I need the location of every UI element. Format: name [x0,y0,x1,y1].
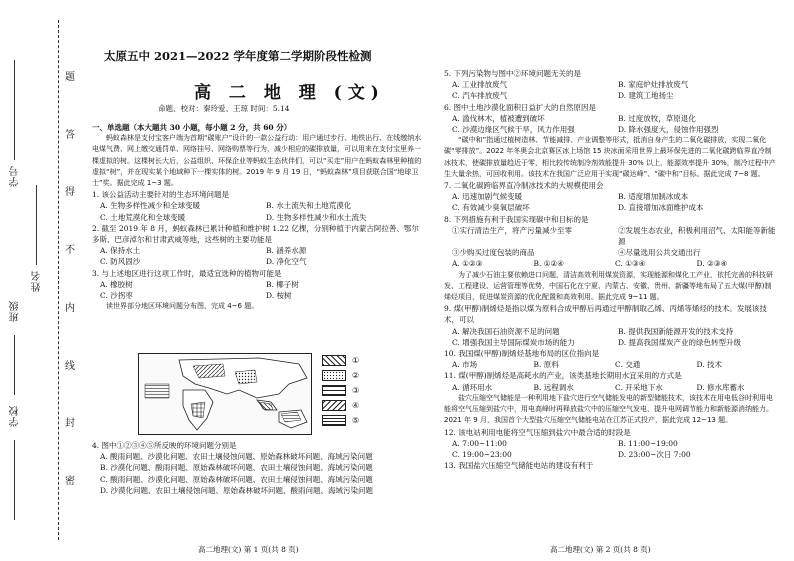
option[interactable]: A. 橡胶树 [100,279,133,289]
legend-item-1 [322,353,392,368]
legend-swatch [322,355,346,366]
question-8-stem: 8. 下列措施有利于我国实现碳中和目标的是 [444,214,589,224]
option[interactable]: B. 11:00~19:00 [618,438,678,448]
question-9-options [444,326,778,348]
statement-item: ①实行清洁生产，将产污量减少至零 [452,225,572,235]
name-field-line [36,185,37,265]
legend-item-3 [322,383,392,398]
option[interactable]: A. ①②③ [452,259,483,269]
legend-swatch [322,370,346,381]
question-11-options [444,382,778,393]
option[interactable]: C. ①③④ [615,259,646,269]
exam-meta: 命题、校对：秦玲爱、王琼 时间：5.14 [158,104,290,113]
page-1-content-bottom [92,440,426,496]
question-5-stem: 5. 下列污染物与图中②环境问题无关的是 [444,69,582,78]
world-map-figure [138,353,312,435]
legend-swatch [322,385,346,396]
question-10-stem: 10. 我国煤(甲醇)制烯烃基地布局的区位指向是 [444,349,600,359]
legend-label: ① [352,356,360,365]
passage-1: 蚂蚁森林是支付宝客户端为首期“碳账户”设计的一款公益行动：用户通过步行、地铁出行、在线缴纳水电煤气费、网上缴交通罚单、网络挂号、网络购票等行为，减少相应的碳排放量，可以用来在支付宝里养一棵虚拟的树。这棵树长大后，公益组织、环保企业等蚂蚁生态伙伴们，可以“买走”用户在蚂蚁森林里种植的虚拟“树”，并在现实某个地域种下一棵实体的树。2019 年 9 月 19 日，“蚂蚁森林”项目获联合国“地球卫士”奖。据此完成 1~3 题。 [92,134,422,188]
page-1-content-top [92,122,426,312]
passage-5: 盐穴压缩空气储能是一种利用地下盐穴进行空气储能发电的新型储能技术，该技术在用电低谷时利用电能将空气压缩到盐穴中，用电高峰时再释放盐穴中的压缩空气发电，提升电网调节能力和新能源消纳能力。2021 年 9 月，我国首个大型盐穴压缩空气储能电站在江苏正式投产，据此完成 12~13 题。 [444,393,773,425]
page-2-footer: 高二地理(文) 第 2 页(共 8 页) [550,545,651,554]
option[interactable]: B. 过度放牧，草原退化 [618,113,696,123]
map-legend [322,353,392,428]
option[interactable]: B. 椰子树 [266,279,299,289]
option[interactable]: D. 生物多样性减少和水土流失 [266,212,367,222]
legend-label: ③ [352,386,360,395]
option[interactable]: D. 桉树 [266,291,292,301]
legend-label: ⑤ [352,416,360,425]
option[interactable]: D. ②③④ [696,259,728,269]
passage-3: “碳中和”指通过植树造林、节能减排、产业调整等形式，抵消自身产生的二氧化碳排放，实现二氧化碳“零排放”。2022 年冬奥会北京赛区冰上场馆 15 块冰面采用世界上最环保先进的二氧化碳跨临界直冷制冰技术，使碳排放量趋近于零，相比较传统制冷剂效能提升 30% 以上，能源效率提升 30%，制冷过程中产生大量余热，可回收利用。该技术在我国广泛应用于实现“碳达峰”、“碳中和”目标。据此完成 7~8 题。 [444,136,776,178]
option[interactable]: A. 循环用水 [452,382,493,392]
option[interactable]: C. 汽车排放废气 [452,91,508,101]
cut-line-char: 内 [65,302,75,314]
question-6-options [444,113,778,135]
option[interactable]: C. 防风固沙 [100,257,141,267]
option[interactable]: A. 生物多样性减少和全球变暖 [100,201,201,211]
option[interactable]: A. 市场 [452,360,478,370]
cut-line-char: 封 [65,418,75,430]
page-2 [438,0,784,561]
question-8-items [444,225,778,259]
option[interactable]: B. 远程调水 [533,382,574,392]
option[interactable]: C. 开采地下水 [615,382,663,392]
question-5-options [444,79,778,101]
page-2-content [444,68,778,471]
statement-item: ③少购买过度包装的商品 [452,248,535,258]
name-label: 姓名 [32,270,43,292]
question-4-stem: 4. 图中①②③④⑤所反映的环境问题分别是 [92,441,237,450]
question-2-stem: 2. 截至 2019 年 8 月，蚂蚁森林已累计种植和维护树 1.22 亿棵，分别种植于内蒙古阿拉善、鄂尔多斯、巴彦淖尔和甘肃武威等地，这些树的主要功能是 [92,223,419,245]
question-9-stem: 9. 煤(甲醇)制烯烃是指以煤为原料合成甲醇后再通过甲醇制取乙烯、丙烯等烯烃的技术。发展该技术，可以 [444,304,767,325]
legend-item-2 [322,368,392,383]
cut-line-char: 密 [65,476,75,488]
question-6-stem: 6. 图中土地沙漠化面积日益扩大的自然原因是 [444,102,597,112]
option[interactable]: B. 水土流失和土地荒漠化 [266,201,352,211]
question-12-stem: 12. 该电站利用电能将空气压缩到盐穴中最合适的时段是 [444,427,631,437]
option[interactable]: C. 交通 [615,360,641,370]
option[interactable]: C. 有效减少臭氧层破坏 [452,203,530,213]
option[interactable]: D. 降水强度大，侵蚀作用强烈 [618,125,719,135]
question-1-options [92,200,426,222]
option[interactable]: A. 滥伐林木，植被遭到破坏 [452,113,545,123]
option[interactable]: C. 酸雨问题、沙漠化问题、原始森林破坏问题、农田土壤侵蚀问题、海域污染问题 [100,474,373,484]
option[interactable]: C. 增强我国主导国际煤炭市场的能力 [452,337,575,347]
question-8-options [444,258,778,269]
option[interactable]: B. 沙漠化问题、酸雨问题、原始森林破坏问题、农田土壤侵蚀问题、海域污染问题 [100,463,373,473]
option[interactable]: D. 技术 [696,360,723,370]
id-label: 学号 [10,165,21,187]
cut-line-char: 得 [65,187,75,199]
question-4-options [92,451,426,496]
option[interactable]: B. 涵养水源 [266,246,307,256]
class-label: 班级 [10,300,21,322]
option[interactable]: A. 解决我国石油资源不足的问题 [452,326,560,336]
question-3-stem: 3. 与上述地区进行这项工作时，最适宜选种的植物可能是 [92,268,282,278]
option[interactable]: B. 家庭炉灶排放废气 [618,80,689,90]
option[interactable]: D. 修水库蓄水 [696,382,745,392]
region-5 [281,412,301,422]
legend-swatch [322,400,346,411]
question-1-stem: 1. 该公益活动主要针对的生态环境问题是 [92,190,230,200]
question-11-stem: 11. 煤(甲醇)制烯烃是高耗水的产业，该类基地长期用水宜采用的方式是 [444,371,682,381]
option[interactable]: A. 7:00~11:00 [452,438,507,448]
page-1-footer: 高二地理(文) 第 1 页(共 8 页) [198,545,299,554]
region-1 [193,364,225,378]
question-10-options [444,359,778,370]
school-field-line [14,440,15,520]
cut-line-text [63,20,77,540]
cut-line-char: 线 [65,360,75,372]
binding-margin [0,0,86,561]
option[interactable]: D. 提高我国煤炭产业的绿色转型升级 [618,337,742,347]
legend-item-5 [322,413,392,428]
section-heading: 一、单选题（本大题共 30 小题，每小题 2 分，共 60 分） [92,123,292,132]
question-12-options [444,438,778,460]
option[interactable]: B. 适度增加制冰成本 [618,192,689,202]
option[interactable]: A. 保持水土 [100,246,141,256]
school-label: 学校 [10,405,21,427]
option[interactable]: C. 19:00~23:00 [452,449,512,459]
option[interactable]: D. 建筑工地扬尘 [618,91,674,101]
option[interactable]: B. 原料 [533,360,559,370]
class-field-line [14,335,15,395]
region-2 [235,370,257,384]
cut-line-char: 答 [65,129,75,141]
legend-swatch [322,415,346,426]
option[interactable]: D. 23:00~次日 7:00 [618,449,691,459]
option[interactable]: C. 沙漠边缘区气候干旱，风力作用强 [452,125,575,135]
passage-2: 读世界部分地区环境问题分布图，完成 4~6 题。 [106,302,259,311]
option[interactable]: C. 土地荒漠化和全球变暖 [100,212,186,222]
legend-item-4 [322,398,392,413]
option[interactable]: A. 工业排放废气 [452,80,508,90]
question-2-options [92,245,426,267]
option[interactable]: A. 迅速加剧气候变暖 [452,192,523,202]
region-3 [191,402,205,418]
option[interactable]: B. ①②④ [533,259,564,269]
question-13-stem: 13. 我国盐穴压缩空气储能电站的建设有利于 [444,461,594,471]
question-7-options [444,191,778,213]
statement-item: ④尽量选用公共交通出行 [618,248,701,258]
page-1 [86,0,432,561]
exam-subject: 高 二 地 理 (文) [194,83,385,103]
seal-line [58,20,59,540]
cut-line-char: 不 [65,245,75,257]
option[interactable]: B. 提供我国新能源开发的技术支持 [618,326,734,336]
option[interactable]: C. 沙拐枣 [100,291,133,301]
question-7-stem: 7. 二氧化碳跨临界直冷制冰技术的大规模使用会 [444,181,604,191]
world-map-svg [139,354,311,434]
legend-label: ② [352,371,360,380]
statement-item: ②发展生态农业，积极利用沼气、太阳能等新能源 [618,225,776,247]
option[interactable]: A. 酸雨问题、沙漠化问题、农田土壤侵蚀问题、原始森林破坏问题、海域污染问题 [100,452,373,462]
region-5-sea [145,384,169,398]
option[interactable]: D. 净化空气 [266,257,307,267]
passage-4: 为了减少石油主要依赖进口问题，清洁高效利用煤炭资源，实现能源和煤化工产业，依托完善的科技研发、工程建设、运营管理等优势，中国石化在宁夏、内蒙古、安徽、贵州、新疆等地布局了五大煤(甲醇)制烯烃项目，促进煤炭资源的优化配置和高效利用。据此完成 9~11 题。 [444,270,773,302]
legend-label: ④ [352,401,360,410]
option[interactable]: D. 沙漠化问题、农田土壤侵蚀问题、原始森林破坏问题、酸雨问题、海域污染问题 [100,485,374,495]
option[interactable]: D. 直接增加冰面维护成本 [618,203,704,213]
id-field-line [14,60,15,160]
question-3-options [92,279,426,301]
exam-title: 太原五中 2021—2022 学年度第二学期阶段性检测 [104,49,372,63]
cut-line-char: 题 [65,71,75,83]
